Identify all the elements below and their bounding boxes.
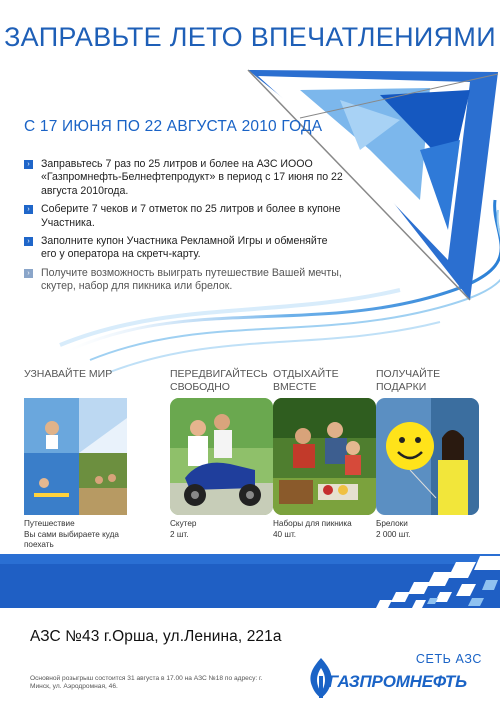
brand-name: ГАЗПРОМНЕФТЬ	[328, 672, 467, 691]
prize-caption: Брелоки 2 000 шт.	[376, 519, 411, 539]
prize-travel	[24, 368, 134, 551]
scooter-photo	[170, 398, 273, 515]
prize-title: ОТДЫХАЙТЕ ВМЕСТЕ	[273, 368, 339, 393]
bullet-text: Получите возможность выиграть путешествие Вашей мечты, скутер, набор для пикника или брелок.	[41, 266, 342, 293]
prize-title: ПЕРЕДВИГАЙТЕСЬ СВОБОДНО	[170, 368, 268, 393]
bullet-square-icon: ›	[24, 237, 33, 246]
promo-dates: С 17 ИЮНЯ ПО 22 АВГУСТА 2010 ГОДА	[24, 118, 323, 135]
smiley-balloon	[386, 422, 434, 470]
station-address: АЗС №43 г.Орша, ул.Ленина, 221а	[30, 628, 282, 645]
prize-picnic	[273, 368, 383, 540]
bullet-square-icon: ›	[24, 269, 33, 278]
prize-scooter	[170, 368, 280, 540]
list-item	[24, 267, 344, 294]
headline: ЗАПРАВЬТЕ ЛЕТО ВПЕЧАТЛЕНИЯМИ	[4, 22, 496, 52]
blue-band	[0, 548, 500, 616]
prize-title: ПОЛУЧАЙТЕ ПОДАРКИ	[376, 368, 441, 393]
prize-caption: Скутер 2 шт.	[170, 519, 197, 539]
bullet-text: Соберите 7 чеков и 7 отметок по 25 литров и более в купоне Участника.	[41, 203, 341, 229]
gazpromneft-logo	[306, 652, 492, 704]
brand-network: СЕТЬ АЗС	[415, 652, 482, 666]
bullet-text: Заправьтесь 7 раз по 25 литров и более на АЗС ИООО «Газпромнефть-Белнефтепродукт» в период с 17 июня по 22 августа 2010года.	[41, 158, 343, 197]
prize-title: УЗНАВАЙТЕ МИР	[24, 368, 113, 380]
list-item	[24, 203, 344, 230]
promo-bullets	[24, 158, 344, 299]
prize-caption: Наборы для пикника 40 шт.	[273, 519, 352, 539]
bullet-square-icon: ›	[24, 160, 33, 169]
list-item	[24, 158, 344, 198]
prize-keychain	[376, 368, 486, 540]
list-item	[24, 235, 344, 262]
prize-caption: Путешествие Вы сами выбираете куда поехать	[24, 519, 119, 549]
picnic-photo	[273, 398, 376, 515]
fine-print: Основной розыгрыш состоится 31 августа в 17.00 на АЗС №18 по адресу: г. Минск, ул. Аэродромная, 46.	[30, 675, 263, 691]
bullet-text: Заполните купон Участника Рекламной Игры и обменяйте его у оператора на скретч-карту.	[41, 235, 328, 261]
bullet-square-icon: ›	[24, 205, 33, 214]
travel-photo	[24, 398, 127, 515]
keychain-photo	[376, 398, 479, 515]
